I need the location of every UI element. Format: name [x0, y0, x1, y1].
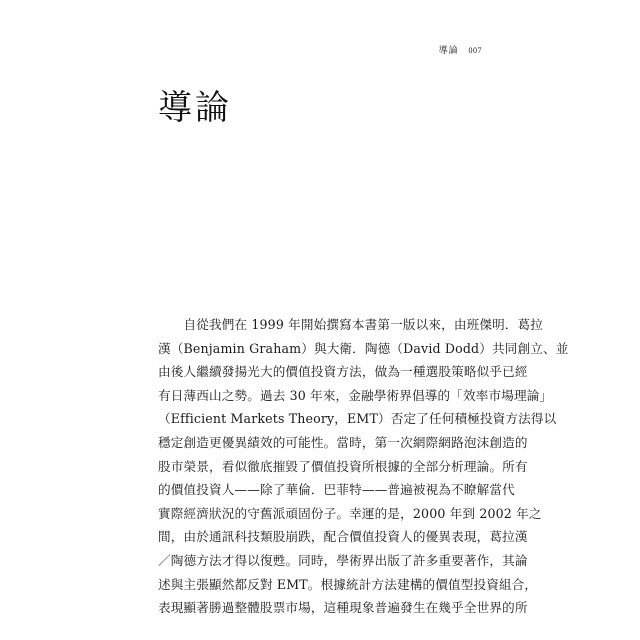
body-paragraph: [158, 313, 569, 620]
chapter-title: 導論: [158, 88, 232, 128]
text-line: 實際經濟狀況的守舊派頑固份子。幸運的是，2000 年到 2002 年之: [158, 505, 542, 521]
text-line: 有日薄西山之勢。過去 30 年來，金融學術界倡導的「效率市場理論」: [158, 387, 553, 403]
text-line: 漢（Benjamin Graham）與大衛．陶德（David Dodd）共同創立、並: [158, 340, 569, 356]
text-line: 穩定創造更優異績效的可能性。當時，第一次網際網路泡沫創造的: [158, 434, 528, 450]
text-line: （Efficient Markets Theory，EMT）否定了任何積極投資方法得以: [158, 411, 557, 427]
text-line: 間，由於通訊科技類股崩跌，配合價值投資人的優異表現，葛拉漢: [158, 529, 528, 545]
text-line: 的價值投資人——除了華倫．巴菲特——普遍被視為不瞭解當代: [158, 482, 515, 498]
text-line: 自從我們在 1999 年開始撰寫本書第一版以來，由班傑明．葛拉: [158, 317, 544, 332]
text-line: ／陶德方法才得以復甦。同時，學術界出版了許多重要著作，其論: [158, 552, 528, 568]
text-line: 述與主張顯然都反對 EMT。根據統計方法建構的價值型投資組合，: [158, 576, 538, 592]
page-number: 007: [468, 46, 482, 55]
text-line: 由後人繼續發揚光大的價值投資方法，做為一種選股策略似乎已經: [158, 364, 528, 380]
text-line: 表現顯著勝過整體股票市場，這種現象普遍發生在幾乎全世界的所: [158, 600, 528, 616]
running-header: [439, 43, 482, 56]
text-line: 股市榮景，看似徹底摧毀了價值投資所根據的全部分析理論。所有: [158, 458, 528, 474]
running-header-section: 導論: [438, 46, 459, 56]
